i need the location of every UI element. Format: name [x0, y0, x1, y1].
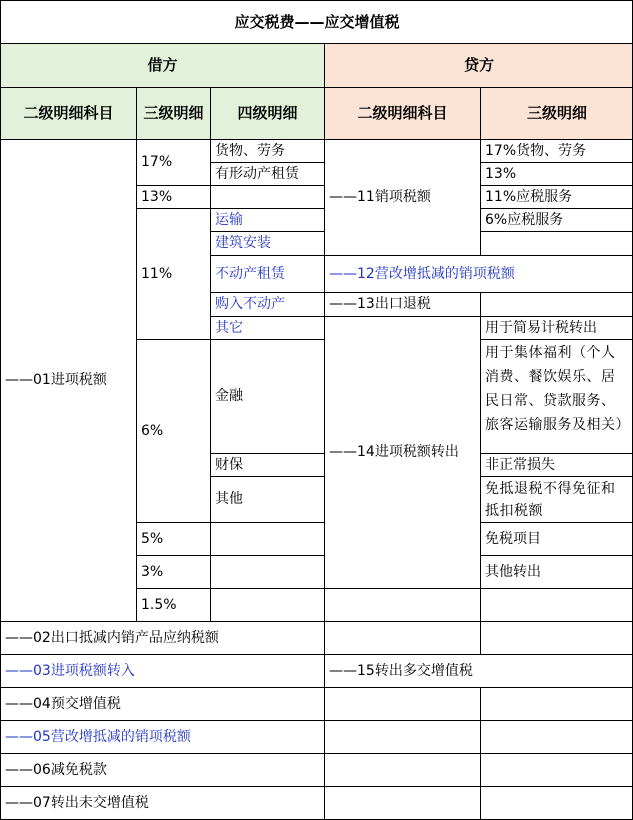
debit-header: 借方	[0, 43, 324, 87]
credit-collective-welfare: 用于集体福利（个人消费、餐饮娱乐、居民日常、贷款服务、旅客运输服务及相关）	[480, 339, 633, 453]
detail-insurance: 财保	[210, 453, 324, 476]
credit-empty-r6-a	[324, 786, 480, 820]
credit-header: 贷方	[324, 43, 633, 87]
debit-tax-reduction: ——06减免税款	[0, 753, 324, 786]
detail-tangible-lease: 有形动产租赁	[210, 162, 324, 185]
credit-abnormal-loss: 非正常损失	[480, 453, 633, 476]
debit-export-offset: ——02出口抵减内销产品应纳税额	[0, 621, 324, 654]
detail-empty-5	[210, 522, 324, 555]
credit-service-11: 11%应税服务	[480, 185, 633, 208]
debit-input-tax: ——01进项税额	[0, 139, 136, 621]
table-title: 应交税费——应交增值税	[0, 0, 633, 43]
col-debit-level2: 二级明细科目	[0, 87, 136, 139]
col-debit-level4: 四级明细	[210, 87, 324, 139]
detail-construction: 建筑安装	[210, 231, 324, 255]
credit-empty-2	[480, 588, 633, 621]
credit-empty-output	[480, 231, 633, 255]
credit-empty-r3-b	[480, 687, 633, 720]
credit-simple-method: 用于简易计税转出	[480, 316, 633, 339]
credit-empty-r1-b	[480, 621, 633, 654]
col-credit-level3: 三级明细	[480, 87, 633, 139]
credit-service-6: 6%应税服务	[480, 208, 633, 231]
rate-13: 13%	[136, 185, 210, 208]
credit-goods-labor-17: 17%货物、劳务	[480, 139, 633, 162]
credit-empty-r5-a	[324, 753, 480, 786]
credit-empty-1	[324, 588, 480, 621]
debit-prepaid-vat: ——04预交增值税	[0, 687, 324, 720]
credit-other-transfer: 其他转出	[480, 555, 633, 588]
credit-empty-r4-b	[480, 720, 633, 753]
credit-overpaid-transfer: ——15转出多交增值税	[324, 654, 633, 687]
detail-empty-3	[210, 555, 324, 588]
detail-empty-1-5	[210, 588, 324, 621]
credit-empty-r3-a	[324, 687, 480, 720]
detail-real-estate-purchase: 购入不动产	[210, 292, 324, 316]
credit-exempt-items: 免税项目	[480, 522, 633, 555]
credit-exempt-refund: 免抵退税不得免征和抵扣税额	[480, 476, 633, 522]
col-credit-level2: 二级明细科目	[324, 87, 480, 139]
credit-empty-r6-b	[480, 786, 633, 820]
detail-other-11: 其它	[210, 316, 324, 339]
credit-empty-r5-b	[480, 753, 633, 786]
debit-input-transfer-in: ——03进项税额转入	[0, 654, 324, 687]
debit-unpaid-transfer-out: ——07转出未交增值税	[0, 786, 324, 820]
detail-real-estate-lease: 不动产租赁	[210, 255, 324, 292]
detail-other-6: 其他	[210, 476, 324, 522]
credit-empty-export	[480, 292, 633, 316]
rate-6: 6%	[136, 339, 210, 522]
credit-empty-r4-a	[324, 720, 480, 753]
detail-finance: 金融	[210, 339, 324, 453]
detail-transport: 运输	[210, 208, 324, 231]
rate-3: 3%	[136, 555, 210, 588]
credit-input-transfer-out: ——14进项税额转出	[324, 316, 480, 588]
credit-rate-13: 13%	[480, 162, 633, 185]
credit-empty-r1-a	[324, 621, 480, 654]
rate-17: 17%	[136, 139, 210, 185]
credit-export-refund: ——13出口退税	[324, 292, 480, 316]
detail-empty-13	[210, 185, 324, 208]
credit-reform-output: ——12营改增抵减的销项税额	[324, 255, 633, 292]
rate-5: 5%	[136, 522, 210, 555]
detail-goods-labor: 货物、劳务	[210, 139, 324, 162]
rate-1-5: 1.5%	[136, 588, 210, 621]
rate-11: 11%	[136, 208, 210, 339]
debit-reform-deduction: ——05营改增抵减的销项税额	[0, 720, 324, 753]
credit-output-tax: ——11销项税额	[324, 139, 480, 255]
col-debit-level3: 三级明细	[136, 87, 210, 139]
